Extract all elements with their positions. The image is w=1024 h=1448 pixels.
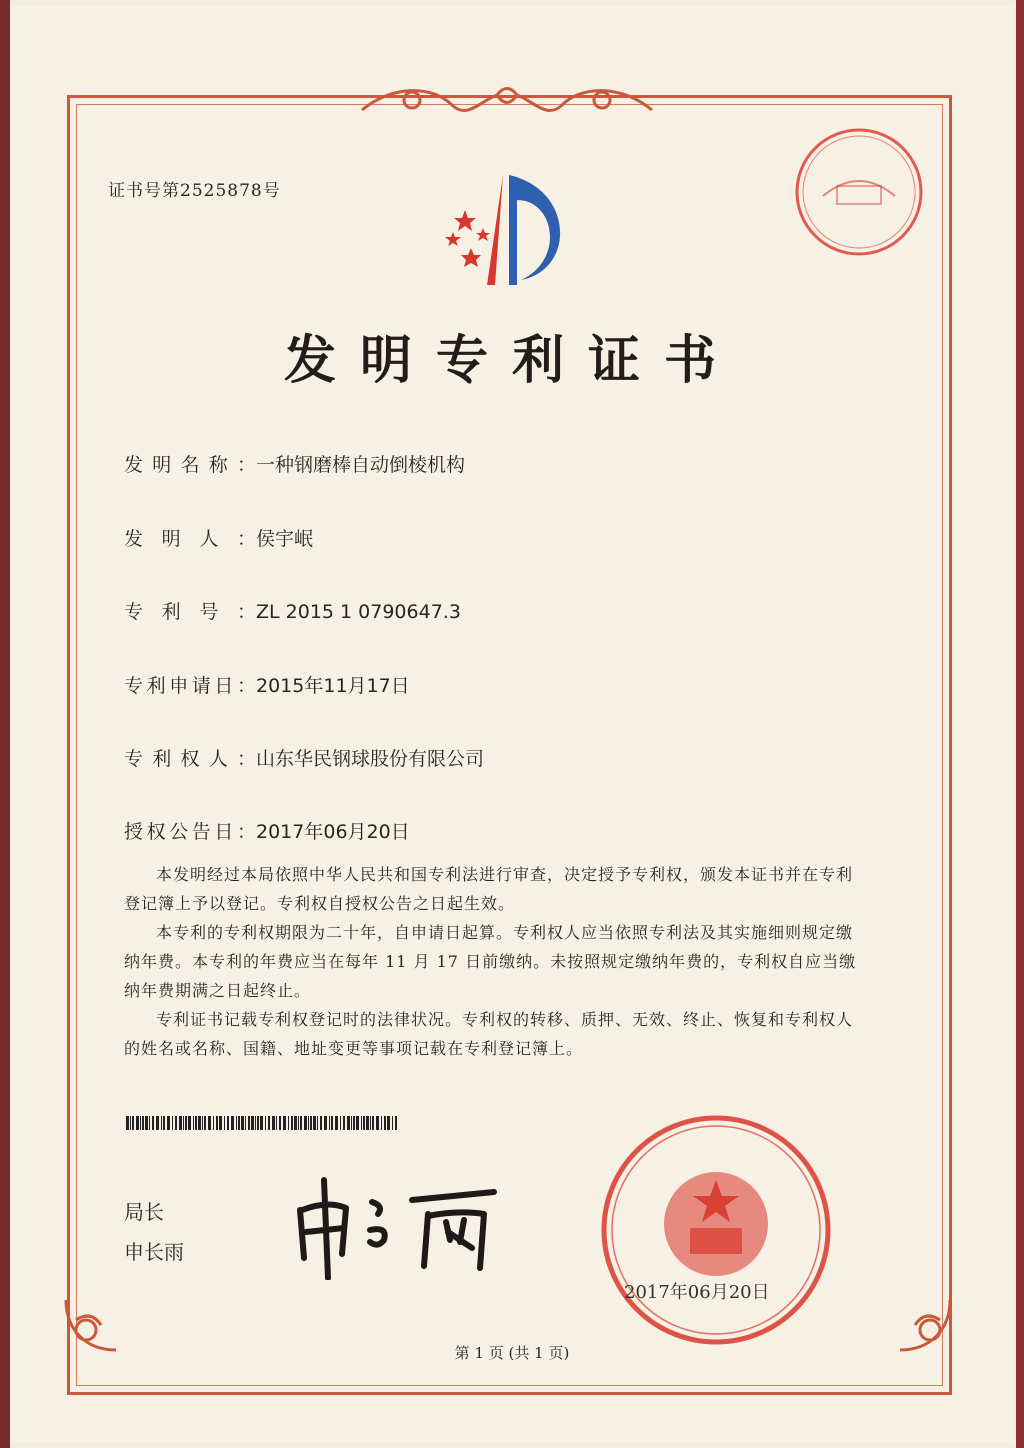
body-paragraph: 专利证书记载专利权登记时的法律状况。专利权的转移、质押、无效、终止、恢复和专利权人的姓名或名称、国籍、地址变更等事项记载在专利登记簿上。: [124, 1010, 854, 1058]
field-application-date: [124, 671, 410, 698]
left-page-edge: [0, 0, 10, 1448]
patent-office-logo-icon: [425, 170, 585, 290]
field-patentee: [124, 744, 484, 771]
body-paragraph: 本专利的专利权期限为二十年，自申请日起算。专利权人应当依照专利法及其实施细则规定缴纳年费。本专利的年费应当在每年 11 月 17 日前缴纳。未按照规定缴纳年费的，专利权自应当缴纳年费期满之日起终止。: [124, 923, 857, 1000]
page-number: 第 1 页 (共 1 页): [454, 1344, 570, 1362]
field-value: 2015年11月17日: [256, 675, 410, 697]
director-title: 局长: [124, 1200, 164, 1224]
field-patent-number: [124, 597, 461, 624]
field-value: 2017年06月20日: [256, 821, 410, 843]
field-label: 发明名称：: [124, 454, 256, 476]
field-value: 一种钢磨棒自动倒棱机构: [256, 454, 466, 476]
barcode-icon: [126, 1116, 398, 1130]
field-value: ZL 2015 1 0790647.3: [256, 601, 461, 623]
issue-date: 2017年06月20日: [624, 1282, 770, 1303]
field-invention-name: [124, 450, 465, 477]
tax-stamp-seal-icon: [793, 126, 925, 258]
director-name: 申长雨: [124, 1240, 184, 1264]
field-label: 专利权人：: [124, 748, 256, 770]
field-value: 侯宇岷: [256, 528, 314, 550]
page-title: 发明专利证书: [283, 330, 740, 391]
field-label: 专利号：: [124, 601, 256, 623]
body-paragraph: 本发明经过本局依照中华人民共和国专利法进行审查，决定授予专利权，颁发本证书并在专利登记簿上予以登记。专利权自授权公告之日起生效。: [124, 865, 854, 913]
right-page-edge: [1016, 0, 1024, 1448]
top-ornament-icon: [352, 80, 662, 126]
director-signature-icon: [288, 1170, 518, 1280]
field-label: 发明人：: [124, 528, 256, 550]
field-value: 山东华民钢球股份有限公司: [256, 748, 485, 770]
certificate-body: [124, 860, 868, 1063]
certificate-number: 证书号第2525878号: [108, 181, 281, 201]
field-label: 授权公告日：: [124, 821, 256, 843]
field-inventor: [124, 524, 313, 551]
official-seal-icon: [598, 1112, 834, 1348]
field-grant-date: [124, 817, 410, 844]
field-label: 专利申请日：: [124, 675, 256, 697]
